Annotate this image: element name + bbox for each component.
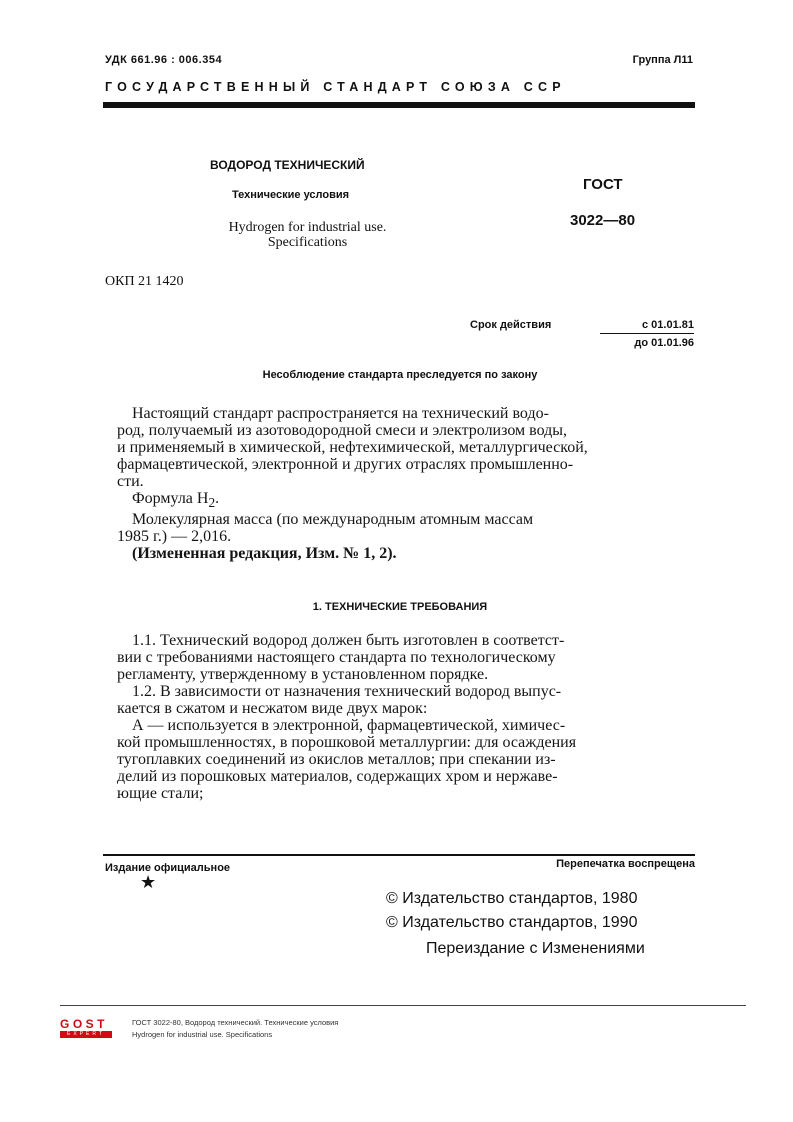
paragraph-1-2-line-2: кается в сжатом и несжатом виде двух марок:	[117, 700, 428, 717]
header-rule	[103, 102, 695, 108]
paragraph-a-line-3: тугоплавких соединений из окислов металлов; при спекании из-	[117, 751, 556, 768]
intro-section	[117, 405, 695, 562]
document-subtitle: Технические условия	[232, 189, 350, 201]
paragraph-a-line-2: кой промышленностях, в порошковой металлургии: для осаждения	[117, 734, 577, 751]
gost-expert-logo	[60, 1018, 112, 1038]
scope-line-3: и применяемый в химической, нефтехимической, металлургической,	[117, 439, 588, 456]
paragraph-a-line-1: А — используется в электронной, фармацевтической, химичес-	[132, 717, 566, 734]
document-title: ВОДОРОД ТЕХНИЧЕСКИЙ	[210, 158, 365, 172]
logo-bottom-text: EXPERT	[60, 1031, 112, 1038]
formula-subscript: 2	[208, 495, 216, 511]
gost-number: 3022—80	[570, 212, 636, 229]
scope-line-4: фармацевтической, электронной и других отраслях промышленно-	[117, 456, 574, 473]
scope-line-2: род, получаемый из азотоводородной смеси и электролизом воды,	[117, 422, 568, 439]
reprint-prohibited: Перепечатка воспрещена	[556, 858, 695, 870]
formula-prefix: Формула H	[132, 490, 209, 507]
paragraph-1-1-line-2: вии с требованиями настоящего стандарта по технологическому	[117, 649, 556, 666]
logo-top-text: GOST	[60, 1017, 109, 1031]
paragraph-a-line-5: ющие стали;	[117, 785, 204, 802]
paragraph-1-2-line-1: 1.2. В зависимости от назначения технический водород выпус-	[132, 683, 562, 700]
section-heading: 1. ТЕХНИЧЕСКИЕ ТРЕБОВАНИЯ	[312, 601, 488, 613]
english-title-line1: Hydrogen for industrial use.	[228, 220, 387, 235]
law-notice: Несоблюдение стандарта преследуется по закону	[262, 369, 538, 381]
molecular-mass-line-1: Молекулярная масса (по международным атомным массам	[132, 511, 534, 529]
official-edition: Издание официальное	[105, 862, 231, 874]
validity-label: Срок действия	[470, 319, 552, 331]
english-title-line2: Specifications	[267, 235, 348, 250]
reissue-note: Переиздание с Изменениями	[426, 940, 645, 957]
scope-line-1: Настоящий стандарт распространяется на технический водо-	[132, 405, 549, 422]
paragraph-1-1-line-3: регламенту, утвержденному в установленном порядке.	[117, 666, 489, 683]
section-1-body	[117, 632, 695, 802]
molecular-mass-line-2: 1985 г.) — 2,016.	[117, 528, 232, 546]
star-icon: ★	[140, 872, 157, 892]
validity-to: до 01.01.96	[634, 337, 694, 349]
footer-title-ru: ГОСТ 3022-80, Водород технический. Технические условия	[132, 1018, 339, 1027]
group-code: Группа Л11	[632, 54, 693, 66]
paragraph-1-1-line-1: 1.1. Технический водород должен быть изготовлен в соответст-	[132, 632, 565, 649]
state-standard-heading: ГОСУДАРСТВЕННЫЙ СТАНДАРТ СОЮЗА ССР	[105, 80, 566, 94]
paragraph-a-line-4: делий из порошковых материалов, содержащих хром и нержаве-	[117, 768, 558, 785]
page-footer-rule	[60, 1005, 746, 1006]
okp-code: ОКП 21 1420	[105, 274, 184, 289]
revision-note: (Измененная редакция, Изм. № 1, 2).	[132, 545, 397, 563]
validity-from: с 01.01.81	[600, 319, 694, 334]
footer-rule	[103, 854, 695, 856]
scope-line-5: сти.	[117, 473, 144, 490]
copyright-1980: © Издательство стандартов, 1980	[386, 890, 638, 907]
copyright-1990: © Издательство стандартов, 1990	[386, 914, 638, 931]
udk-code: УДК 661.96 : 006.354	[105, 54, 223, 66]
formula	[117, 490, 695, 511]
gost-label: ГОСТ	[583, 176, 623, 193]
footer-title-en: Hydrogen for industrial use. Specifications	[132, 1030, 273, 1039]
english-title	[205, 220, 410, 250]
formula-suffix: .	[215, 490, 220, 507]
